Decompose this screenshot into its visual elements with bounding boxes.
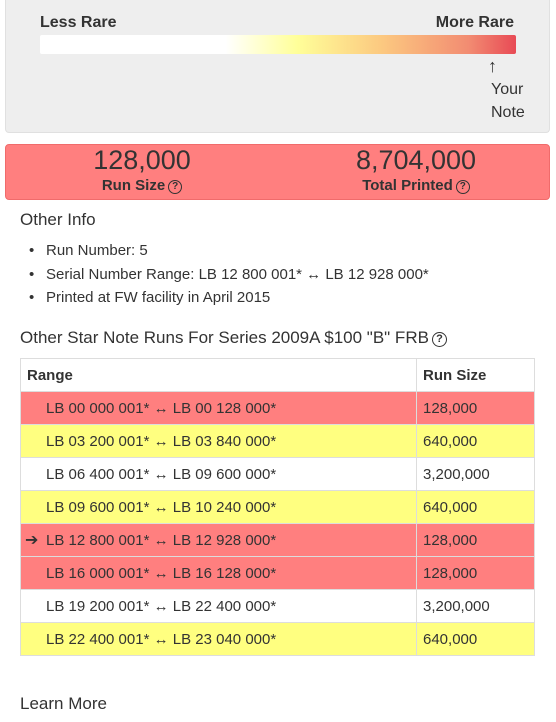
run-range-cell[interactable] (21, 557, 417, 590)
table-row[interactable] (21, 590, 535, 623)
table-row[interactable] (21, 392, 535, 425)
star-note-runs-table (20, 358, 535, 656)
total-printed-stat (286, 145, 546, 195)
table-row[interactable] (21, 491, 535, 524)
run-range-cell[interactable] (21, 491, 417, 524)
table-row[interactable] (21, 425, 535, 458)
other-info-title: Other Info (20, 210, 96, 229)
run-size-header: Run Size (417, 359, 535, 392)
run-range-cell[interactable] (21, 524, 417, 557)
range-header: Range (21, 359, 417, 392)
run-size-cell: 3,200,000 (417, 590, 535, 623)
your-note-line1: Your (491, 81, 524, 98)
rarity-scale-panel (5, 0, 550, 133)
run-size-stat (12, 145, 272, 195)
run-range-text[interactable]: LB 00 000 001* ↔ LB 00 128 000* (46, 399, 277, 417)
table-row[interactable] (21, 557, 535, 590)
run-range-text[interactable]: LB 19 200 001* ↔ LB 22 400 000* (46, 597, 277, 615)
more-rare-label: More Rare (435, 14, 514, 31)
run-size-cell: 128,000 (417, 392, 535, 425)
info-run-number: • Run Number: 5 (20, 239, 429, 263)
table-row[interactable] (21, 524, 535, 557)
run-size-cell: 640,000 (417, 425, 535, 458)
current-run-arrow-icon: ➔ (25, 532, 39, 549)
other-runs-title-text: Other Star Note Runs For Series 2009A $100 "B" FRB (20, 328, 429, 347)
other-info-list (20, 239, 429, 310)
rarity-gradient-bar (40, 35, 516, 54)
run-range-text[interactable]: LB 12 800 001* ↔ LB 12 928 000* (46, 531, 277, 549)
run-size-label: Run Size (101, 177, 166, 194)
total-printed-value: 8,704,000 (355, 145, 477, 175)
run-range-cell[interactable] (21, 392, 417, 425)
run-size-cell: 3,200,000 (417, 458, 535, 491)
runs-table-body (21, 392, 535, 656)
your-note-label (491, 78, 525, 124)
table-row[interactable] (21, 458, 535, 491)
your-note-arrow-icon: ↑ (488, 56, 497, 76)
learn-more-title: Learn More (20, 694, 107, 713)
run-range-text[interactable]: LB 06 400 001* ↔ LB 09 600 000* (46, 465, 277, 483)
run-size-cell: 128,000 (417, 524, 535, 557)
run-range-cell[interactable] (21, 590, 417, 623)
info-printed-facility: • Printed at FW facility in April 2015 (20, 286, 429, 310)
run-range-text[interactable]: LB 09 600 001* ↔ LB 10 240 000* (46, 498, 277, 516)
run-size-cell: 128,000 (417, 557, 535, 590)
run-range-text[interactable]: LB 03 200 001* ↔ LB 03 840 000* (46, 432, 277, 450)
run-range-text[interactable]: LB 16 000 001* ↔ LB 16 128 000* (46, 564, 277, 582)
run-size-label-row (12, 177, 272, 195)
run-size-cell: 640,000 (417, 623, 535, 656)
other-runs-help-icon[interactable]: ? (432, 332, 447, 347)
stats-panel (5, 144, 550, 200)
run-size-cell: 640,000 (417, 491, 535, 524)
run-range-cell[interactable] (21, 458, 417, 491)
total-printed-help-icon[interactable]: ? (456, 180, 470, 194)
less-rare-label: Less Rare (40, 14, 117, 31)
other-runs-title (20, 328, 447, 348)
run-range-cell[interactable] (21, 623, 417, 656)
your-note-line2: Note (491, 104, 525, 121)
total-printed-label: Total Printed (362, 177, 453, 194)
info-serial-range: • Serial Number Range: LB 12 800 001* ↔ LB 12 928 000* (20, 263, 429, 287)
table-header-row (21, 359, 535, 392)
run-size-help-icon[interactable]: ? (168, 180, 182, 194)
total-printed-label-row (286, 177, 546, 195)
table-row[interactable] (21, 623, 535, 656)
run-range-cell[interactable] (21, 425, 417, 458)
run-size-value: 128,000 (93, 145, 191, 175)
run-range-text[interactable]: LB 22 400 001* ↔ LB 23 040 000* (46, 630, 277, 648)
